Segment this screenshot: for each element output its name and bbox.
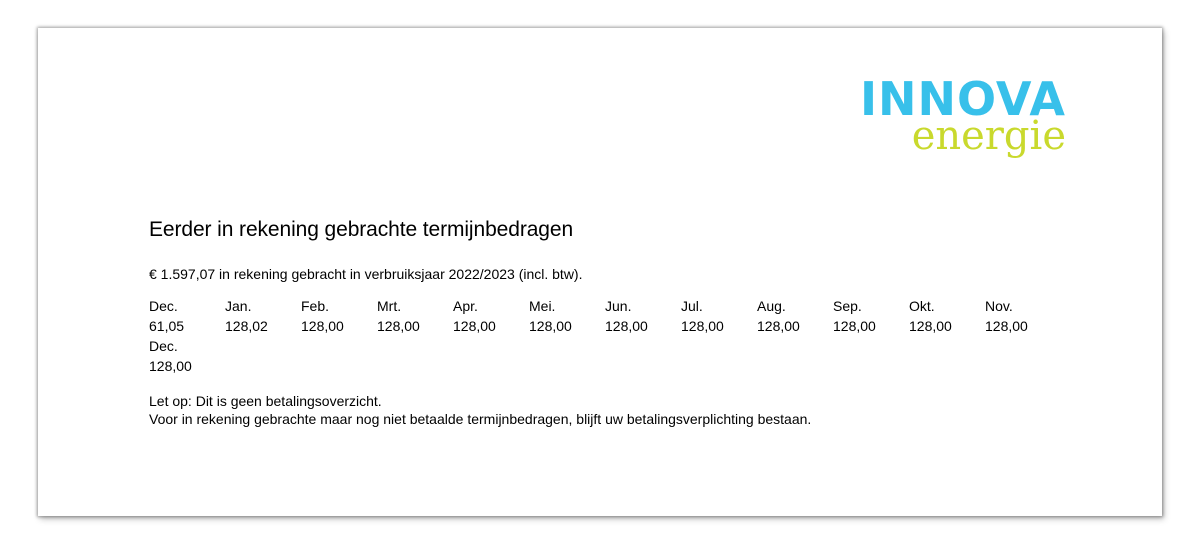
installment-amount: 128,00 [833, 318, 876, 334]
installments-grid [149, 296, 1089, 376]
installment-cell [529, 296, 605, 336]
notice-line-1: Let op: Dit is geen betalingsoverzicht. [149, 393, 382, 409]
installment-month: Jun. [605, 298, 632, 314]
installment-amount: 128,00 [681, 318, 724, 334]
installment-month: Mei. [529, 298, 556, 314]
installment-amount: 128,00 [909, 318, 952, 334]
total-billed-summary: € 1.597,07 in rekening gebracht in verbruiksjaar 2022/2023 (incl. btw). [149, 266, 583, 282]
installment-month: Okt. [909, 298, 935, 314]
installment-cell [149, 336, 225, 376]
installment-month: Dec. [149, 338, 178, 354]
installment-amount: 128,00 [377, 318, 420, 334]
installment-month: Feb. [301, 298, 330, 314]
logo-wordmark-innova: INNOVA [859, 72, 1066, 126]
installment-cell [149, 296, 225, 336]
installment-amount: 128,00 [985, 318, 1028, 334]
installment-month: Dec. [149, 298, 178, 314]
installment-amount: 128,00 [605, 318, 648, 334]
installment-cell [225, 296, 301, 336]
notice-line-2: Voor in rekening gebrachte maar nog niet betaalde termijnbedragen, blijft uw betalingsverplichting bestaan. [149, 411, 812, 427]
installment-month: Jul. [681, 298, 703, 314]
installment-cell [909, 296, 985, 336]
installment-amount: 128,00 [149, 358, 192, 374]
installment-amount: 128,00 [529, 318, 572, 334]
installment-cell [757, 296, 833, 336]
installment-month: Nov. [985, 298, 1013, 314]
installment-cell [681, 296, 757, 336]
logo-wordmark-energie: energie [911, 113, 1066, 159]
installment-month: Aug. [757, 298, 786, 314]
installment-cell [605, 296, 681, 336]
installment-amount: 61,05 [149, 318, 185, 334]
installment-amount: 128,00 [301, 318, 344, 334]
installment-amount: 128,02 [225, 318, 268, 334]
document-sheet [38, 28, 1162, 516]
installment-month: Mrt. [377, 298, 402, 314]
installments-section [149, 218, 1089, 428]
installment-month: Jan. [225, 298, 252, 314]
installment-cell [453, 296, 529, 336]
payment-notice [149, 392, 1089, 428]
section-title: Eerder in rekening gebrachte termijnbedragen [149, 218, 574, 241]
installment-cell [377, 296, 453, 336]
installment-cell [985, 296, 1061, 336]
installment-amount: 128,00 [453, 318, 496, 334]
installment-amount: 128,00 [757, 318, 800, 334]
installment-cell [301, 296, 377, 336]
installment-month: Apr. [453, 298, 478, 314]
installment-month: Sep. [833, 298, 862, 314]
installment-cell [833, 296, 909, 336]
innova-energie-logo [859, 72, 1066, 159]
